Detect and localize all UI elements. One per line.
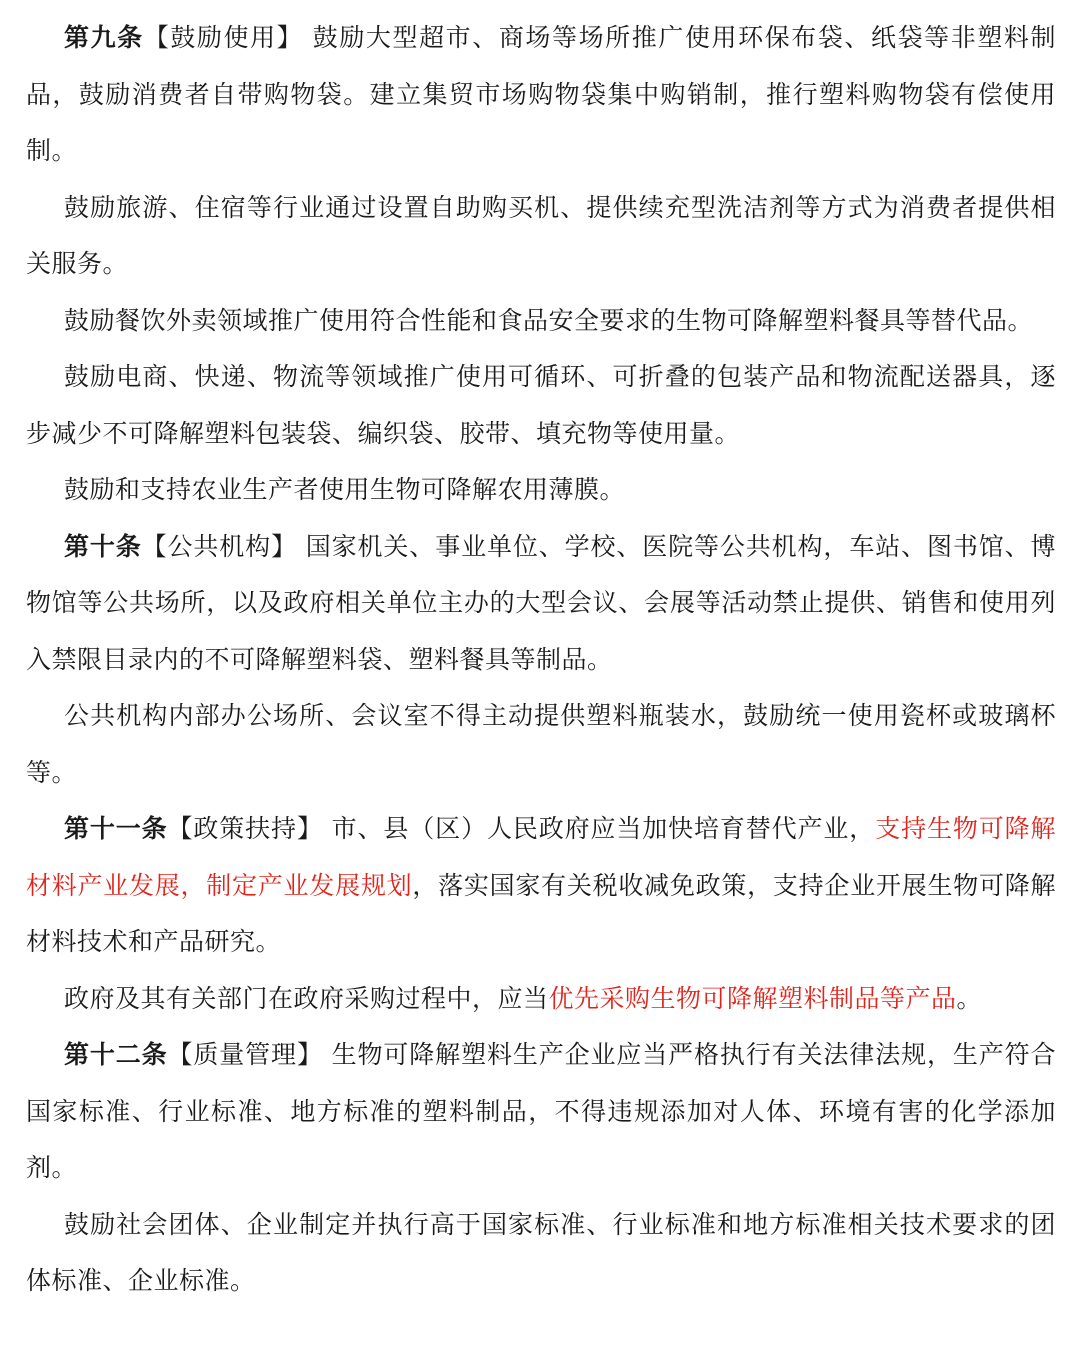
article-9-paragraph-5 [26, 462, 1056, 519]
article-number: 第十条 [64, 531, 142, 561]
regulation-document [26, 10, 1056, 1310]
highlighted-text: 支持生物可降解材料产业发展，制定产业发展规划 [26, 814, 1056, 900]
article-text: 鼓励电商、快递、物流等领域推广使用可循环、可折叠的包装产品和物流配送器具，逐步减少不可降解塑料包装袋、编织袋、胶带、填充物等使用量。 [26, 362, 1056, 448]
article-9-paragraph-2 [26, 180, 1056, 293]
article-10-paragraph-1 [26, 519, 1056, 689]
article-text: 【政策扶持】 市、县（区）人民政府应当加快培育替代产业， [167, 814, 876, 843]
article-text: 鼓励社会团体、企业制定并执行高于国家标准、行业标准和地方标准相关技术要求的团体标准、企业标准。 [26, 1209, 1056, 1295]
article-text: 【公共机构】 国家机关、事业单位、学校、医院等公共机构，车站、图书馆、博物馆等公共场所，以及政府相关单位主办的大型会议、会展等活动禁止提供、销售和使用列入禁限目录内的不可降解塑料袋、塑料餐具等制品。 [26, 531, 1056, 674]
article-text: 【鼓励使用】 鼓励大型超市、商场等场所推广使用环保布袋、纸袋等非塑料制品，鼓励消费者自带购物袋。建立集贸市场购物袋集中购销制，推行塑料购物袋有偿使用制。 [26, 23, 1056, 165]
article-12-paragraph-2 [26, 1197, 1056, 1310]
article-9-paragraph-4 [26, 349, 1056, 462]
article-9-paragraph-1 [26, 10, 1056, 180]
article-text: 公共机构内部办公场所、会议室不得主动提供塑料瓶装水，鼓励统一使用瓷杯或玻璃杯等。 [26, 701, 1056, 787]
article-12-paragraph-1 [26, 1027, 1056, 1197]
article-10-paragraph-2 [26, 688, 1056, 801]
article-number: 第十二条 [64, 1040, 168, 1069]
article-text: 鼓励和支持农业生产者使用生物可降解农用薄膜。 [64, 475, 626, 504]
article-text: 鼓励餐饮外卖领域推广使用符合性能和食品安全要求的生物可降解塑料餐具等替代品。 [64, 305, 1034, 335]
article-text: 鼓励旅游、住宿等行业通过设置自助购买机、提供续充型洗洁剂等方式为消费者提供相关服务。 [26, 192, 1056, 278]
article-11-paragraph-1 [26, 801, 1056, 971]
article-text: 【质量管理】 生物可降解塑料生产企业应当严格执行有关法律法规，生产符合国家标准、行业标准、地方标准的塑料制品，不得违规添加对人体、环境有害的化学添加剂。 [26, 1040, 1056, 1182]
highlighted-text: 优先采购生物可降解塑料制品等产品 [548, 983, 957, 1013]
article-text: 。 [956, 983, 983, 1013]
article-text: 政府及其有关部门在政府采购过程中，应当 [64, 983, 549, 1013]
article-number: 第十一条 [64, 814, 168, 843]
article-number: 第九条 [64, 23, 144, 52]
article-text: ，落实国家有关税收减免政策，支持企业开展生物可降解材料技术和产品研究。 [26, 870, 1056, 956]
article-9-paragraph-3 [26, 293, 1056, 350]
article-11-paragraph-2 [26, 971, 1056, 1028]
